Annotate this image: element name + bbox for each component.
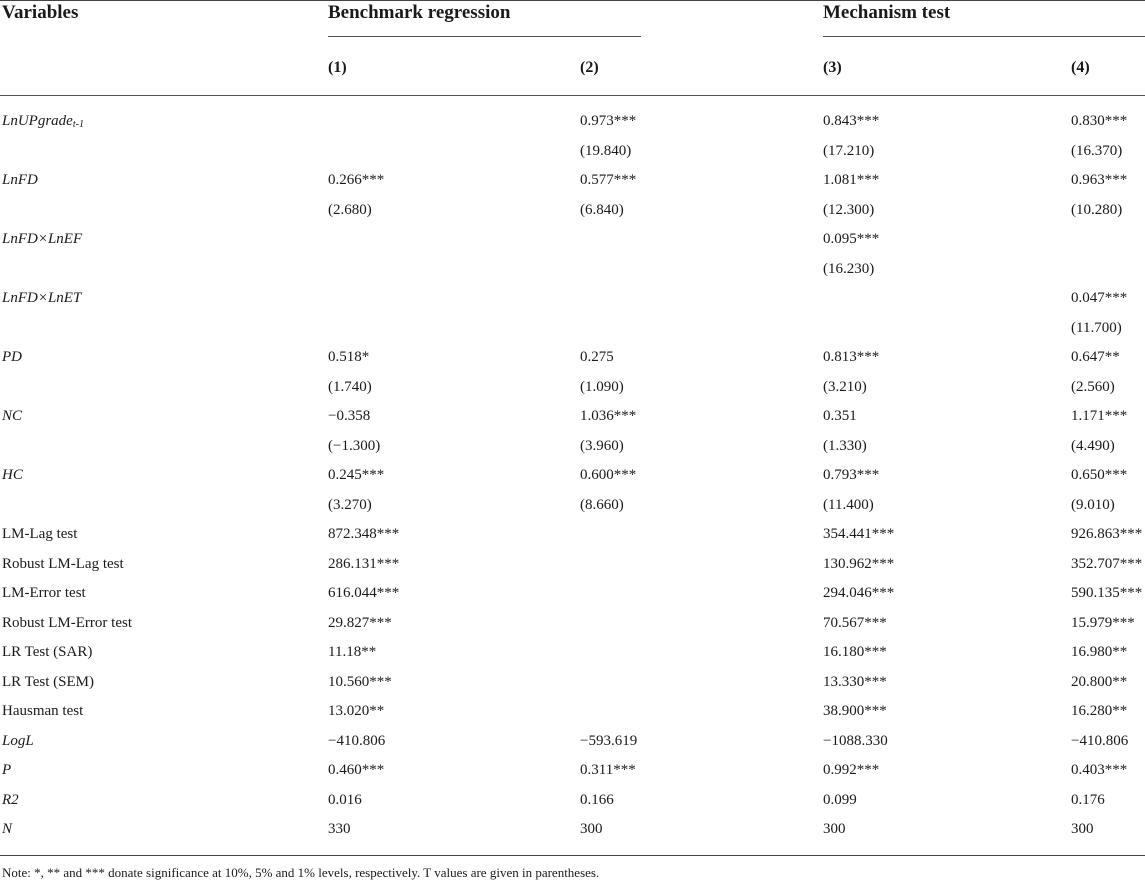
row-label: Robust LM-Lag test [2, 555, 124, 572]
cell-col-1: 616.044*** [328, 585, 400, 601]
cell-col-3: 0.843*** [823, 113, 880, 129]
table-row [0, 786, 1145, 816]
cell-col-3: (12.300) [823, 201, 875, 218]
cell-col-3: 0.095*** [823, 231, 880, 247]
table-row [0, 196, 1145, 226]
table-row [0, 609, 1145, 639]
cell-col-4: 0.403*** [1071, 762, 1128, 778]
top-rule [0, 0, 1145, 1]
row-label: PD [2, 349, 22, 365]
cell-col-4: 0.047*** [1071, 290, 1128, 306]
table-row [0, 668, 1145, 698]
header-col-2: (2) [580, 59, 599, 76]
cell-col-3: 0.813*** [823, 349, 880, 365]
row-label: LM-Error test [2, 585, 86, 601]
cell-col-3: (3.210) [823, 378, 867, 395]
table-row [0, 815, 1145, 845]
table-row [0, 225, 1145, 255]
cell-col-2: 0.311*** [580, 762, 636, 778]
row-label: HC [2, 467, 23, 483]
table-row [0, 137, 1145, 167]
row-label: N [2, 821, 13, 837]
cell-col-4: 16.280** [1071, 703, 1128, 719]
cell-col-3: (16.230) [823, 260, 875, 277]
header-mechanism: Mechanism test [823, 2, 951, 23]
table-row [0, 314, 1145, 344]
header-col-3: (3) [823, 59, 842, 76]
row-label: Hausman test [2, 703, 84, 719]
cell-col-4: 16.980** [1071, 644, 1128, 660]
cell-col-3: 13.330*** [823, 673, 887, 690]
cell-col-3: (1.330) [823, 437, 867, 454]
cell-col-2: (19.840) [580, 142, 632, 159]
bottom-rule [0, 855, 1145, 856]
cell-col-4: 926.863*** [1071, 526, 1143, 542]
table-row [0, 402, 1145, 432]
cell-col-1: (2.680) [328, 201, 372, 218]
cell-col-3: (11.400) [823, 496, 874, 513]
cell-col-4: (2.560) [1071, 378, 1115, 395]
cell-col-3: 1.081*** [823, 172, 880, 188]
table-row [0, 107, 1145, 137]
cell-col-2: 1.036*** [580, 408, 637, 424]
cell-col-4: 0.830*** [1071, 113, 1128, 129]
table-row [0, 284, 1145, 314]
cell-col-1: (−1.300) [328, 437, 381, 454]
row-label: P [2, 762, 12, 778]
cell-col-1: 872.348*** [328, 526, 400, 542]
row-label: LnFD×LnEF [2, 231, 83, 247]
row-label: LR Test (SAR) [2, 644, 93, 660]
cell-col-1: 330 [328, 821, 351, 837]
cell-col-1: −410.806 [328, 732, 386, 749]
cell-col-3: 38.900*** [823, 703, 887, 719]
cell-col-3: (17.210) [823, 142, 875, 159]
header-benchmark: Benchmark regression [328, 2, 511, 23]
table-row [0, 343, 1145, 373]
cell-col-2: 0.577*** [580, 172, 637, 188]
row-label: R2 [2, 791, 19, 808]
cell-col-3: 300 [823, 821, 846, 837]
table-row [0, 756, 1145, 786]
row-label: LogL [2, 732, 34, 749]
table-row [0, 255, 1145, 285]
header-col-4: (4) [1071, 59, 1090, 76]
cell-col-4: (11.700) [1071, 319, 1122, 336]
cell-col-3: 0.793*** [823, 467, 880, 483]
cell-col-4: 0.963*** [1071, 172, 1128, 188]
cell-col-4: 0.647** [1071, 349, 1120, 365]
cell-col-3: 70.567*** [823, 614, 887, 631]
header-variables: Variables [2, 2, 79, 23]
cell-col-4: (16.370) [1071, 142, 1123, 159]
row-label-subscript: t-1 [72, 119, 84, 130]
table-row [0, 638, 1145, 668]
header-bottom-rule [0, 95, 1145, 96]
cell-col-2: (3.960) [580, 437, 624, 454]
cell-col-4: 20.800** [1071, 673, 1128, 690]
cell-col-3: 0.351 [823, 408, 857, 424]
table-note: Note: *, ** and *** donate significance at 10%, 5% and 1% levels, respectively. T values are given in parentheses. [2, 865, 600, 880]
cell-col-4: 300 [1071, 821, 1094, 837]
table-row [0, 579, 1145, 609]
row-label: LM-Lag test [2, 526, 78, 542]
cell-col-3: 16.180*** [823, 644, 887, 660]
cell-col-1: (3.270) [328, 496, 372, 513]
header-col-1: (1) [328, 59, 347, 76]
cell-col-3: −1088.330 [823, 732, 888, 749]
cell-col-1: 13.020** [328, 703, 385, 719]
cell-col-2: 0.275 [580, 349, 614, 365]
cell-col-1: 10.560*** [328, 673, 392, 690]
table-row [0, 461, 1145, 491]
cell-col-4: −410.806 [1071, 732, 1129, 749]
table-row [0, 727, 1145, 757]
cell-col-1: 0.016 [328, 791, 362, 808]
cell-col-1: 0.245*** [328, 467, 385, 483]
cell-col-1: 286.131*** [328, 555, 400, 572]
table-row [0, 373, 1145, 403]
row-label: Robust LM-Error test [2, 614, 132, 631]
cell-col-4: 15.979*** [1071, 614, 1135, 631]
cell-col-1: −0.358 [328, 408, 371, 424]
mechanism-span-rule [823, 36, 1145, 37]
cell-col-3: 354.441*** [823, 526, 895, 542]
row-label: LR Test (SEM) [2, 673, 95, 690]
cell-col-1: 0.460*** [328, 762, 385, 778]
table-row [0, 491, 1145, 521]
cell-col-1: 0.266*** [328, 172, 385, 188]
cell-col-3: 0.992*** [823, 762, 880, 778]
cell-col-2: (8.660) [580, 496, 624, 513]
cell-col-2: (6.840) [580, 201, 624, 218]
cell-col-4: 0.650*** [1071, 467, 1128, 483]
table-row [0, 432, 1145, 462]
cell-col-4: (9.010) [1071, 496, 1115, 513]
cell-col-4: 0.176 [1071, 791, 1105, 808]
cell-col-1: 11.18** [328, 644, 377, 660]
cell-col-4: (4.490) [1071, 437, 1115, 454]
cell-col-3: 0.099 [823, 791, 857, 808]
cell-col-2: 0.166 [580, 791, 614, 808]
benchmark-span-rule [328, 36, 641, 37]
cell-col-4: 590.135*** [1071, 585, 1143, 601]
row-label: LnFD [2, 172, 38, 188]
row-label: LnUPgradet-1 [2, 113, 84, 130]
table-row [0, 697, 1145, 727]
cell-col-1: 29.827*** [328, 614, 392, 631]
cell-col-4: (10.280) [1071, 201, 1123, 218]
table-row [0, 520, 1145, 550]
table-row [0, 550, 1145, 580]
cell-col-3: 130.962*** [823, 555, 895, 572]
cell-col-2: 300 [580, 821, 603, 837]
cell-col-2: (1.090) [580, 378, 624, 395]
cell-col-1: 0.518* [328, 349, 370, 365]
cell-col-3: 294.046*** [823, 585, 895, 601]
cell-col-2: 0.973*** [580, 113, 637, 129]
row-label: NC [2, 408, 23, 424]
row-label: LnFD×LnET [2, 290, 82, 306]
cell-col-1: (1.740) [328, 378, 372, 395]
table-body [0, 107, 1145, 845]
cell-col-4: 352.707*** [1071, 555, 1143, 572]
cell-col-2: 0.600*** [580, 467, 637, 483]
cell-col-4: 1.171*** [1071, 408, 1128, 424]
cell-col-2: −593.619 [580, 732, 638, 749]
table-row [0, 166, 1145, 196]
